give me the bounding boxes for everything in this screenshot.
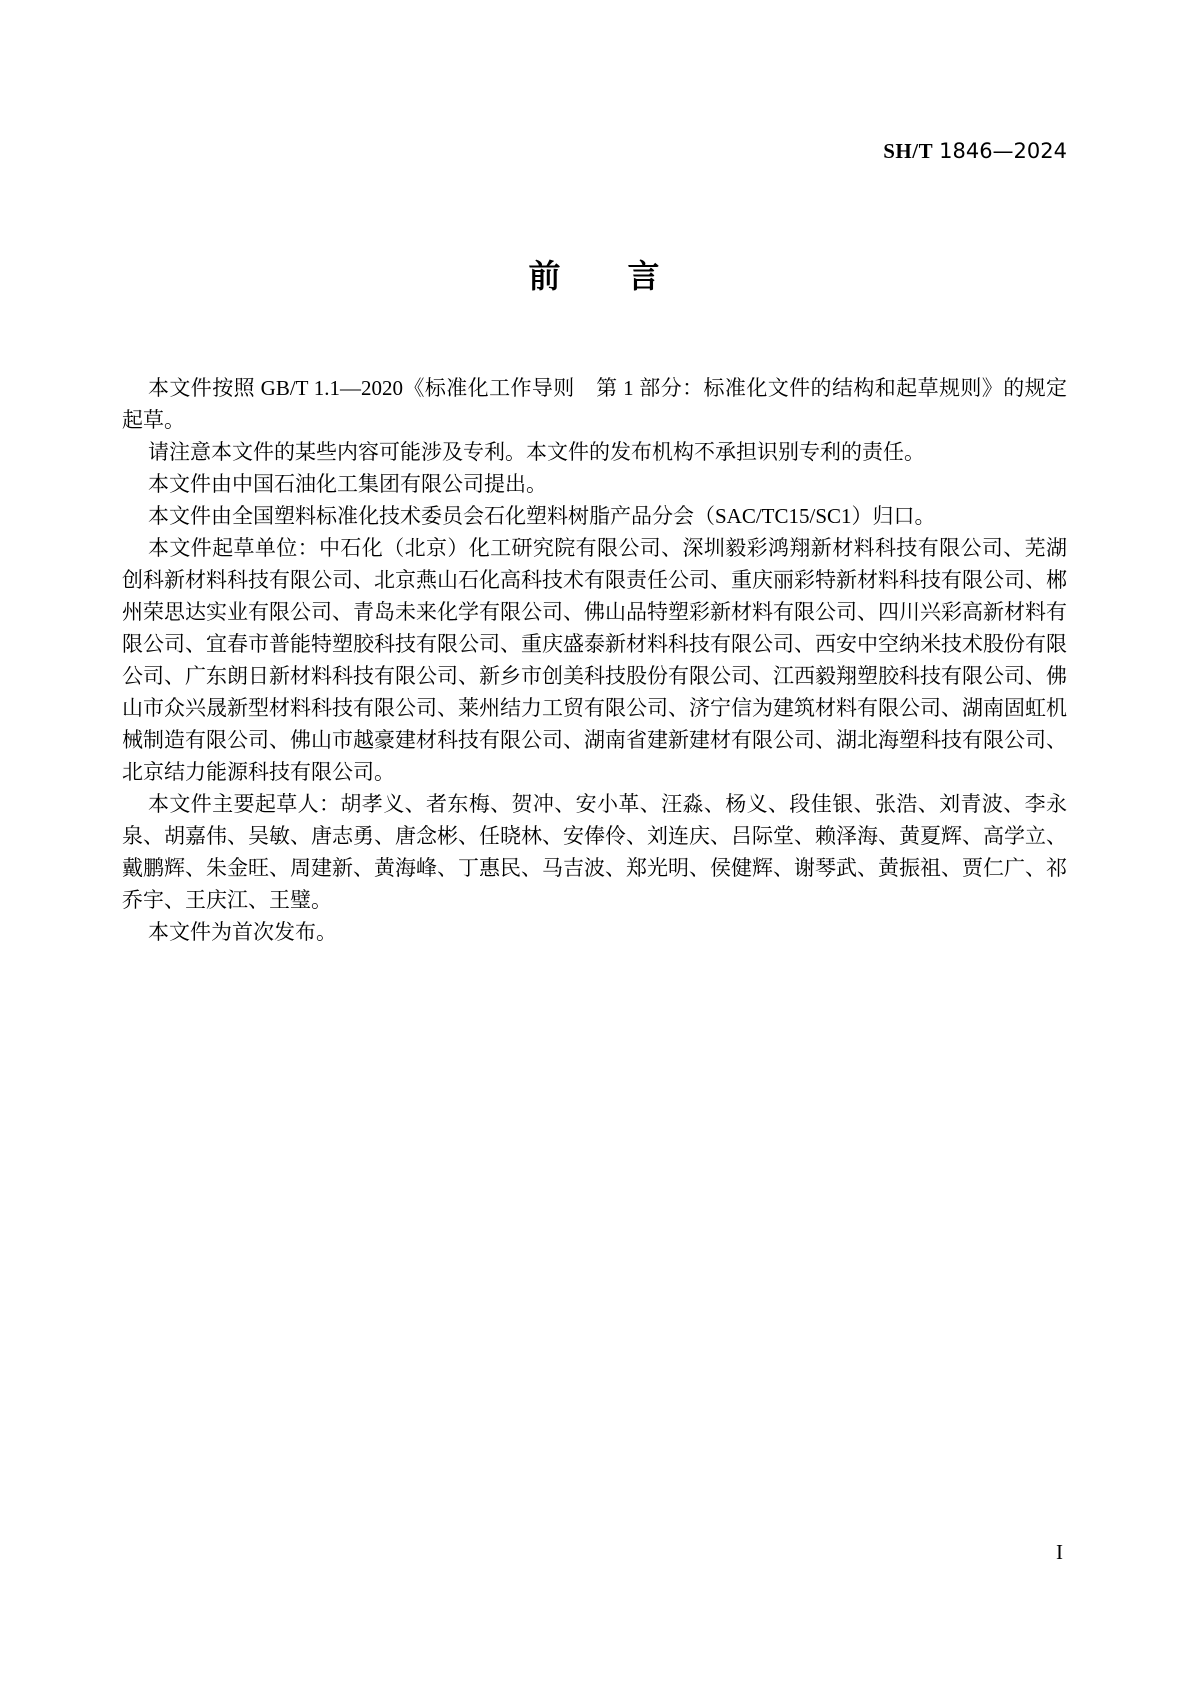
paragraph-main-drafters: 本文件主要起草人：胡孝义、者东梅、贺冲、安小革、汪淼、杨义、段佳银、张浩、刘青波、李永泉、胡嘉伟、吴敏、唐志勇、唐念彬、任晓林、安俸伶、刘连庆、吕际堂、赖泽海、黄夏辉、高学立、戴鹏辉、朱金旺、周建新、黄海峰、丁惠民、马吉波、郑光明、侯健辉、谢琴武、黄振祖、贾仁广、祁乔宇、王庆江、王璧。 bbox=[122, 792, 1067, 912]
paragraph-drafting-organizations: 本文件起草单位：中石化（北京）化工研究院有限公司、深圳毅彩鸿翔新材料科技有限公司、芜湖创科新材料科技有限公司、北京燕山石化高科技术有限责任公司、重庆丽彩特新材料科技有限公司、郴州荣思达实业有限公司、青岛未来化学有限公司、佛山品特塑彩新材料有限公司、四川兴彩高新材料有限公司、宜春市普能特塑胶科技有限公司、重庆盛泰新材料科技有限公司、西安中空纳米技术股份有限公司、广东朗日新材料科技有限公司、新乡市创美科技股份有限公司、江西毅翔塑胶科技有限公司、佛山市众兴晟新型材料科技有限公司、莱州结力工贸有限公司、济宁信为建筑材料有限公司、湖南固虹机械制造有限公司、佛山市越豪建材科技有限公司、湖南省建新建材有限公司、湖北海塑科技有限公司、北京结力能源科技有限公司。 bbox=[122, 536, 1067, 784]
paragraph-drafting-rules: 本文件按照 GB/T 1.1—2020《标准化工作导则 第 1 部分：标准化文件的结构和起草规则》的规定起草。 bbox=[122, 376, 1067, 432]
document-number-header bbox=[122, 138, 1067, 164]
paragraph-patent-notice: 请注意本文件的某些内容可能涉及专利。本文件的发布机构不承担识别专利的责任。 bbox=[148, 440, 925, 464]
paragraph-centralized-by: 本文件由全国塑料标准化技术委员会石化塑料树脂产品分会（SAC/TC15/SC1）归口。 bbox=[148, 504, 936, 528]
standard-code: SH/T bbox=[883, 139, 934, 163]
paragraph-proposed-by: 本文件由中国石油化工集团有限公司提出。 bbox=[148, 472, 547, 496]
foreword-body bbox=[122, 372, 1067, 948]
standard-number: 1846—2024 bbox=[939, 139, 1067, 163]
paragraph-first-issue: 本文件为首次发布。 bbox=[148, 920, 337, 944]
page-number: I bbox=[1056, 1540, 1063, 1564]
page-title: 前 言 bbox=[528, 257, 661, 295]
